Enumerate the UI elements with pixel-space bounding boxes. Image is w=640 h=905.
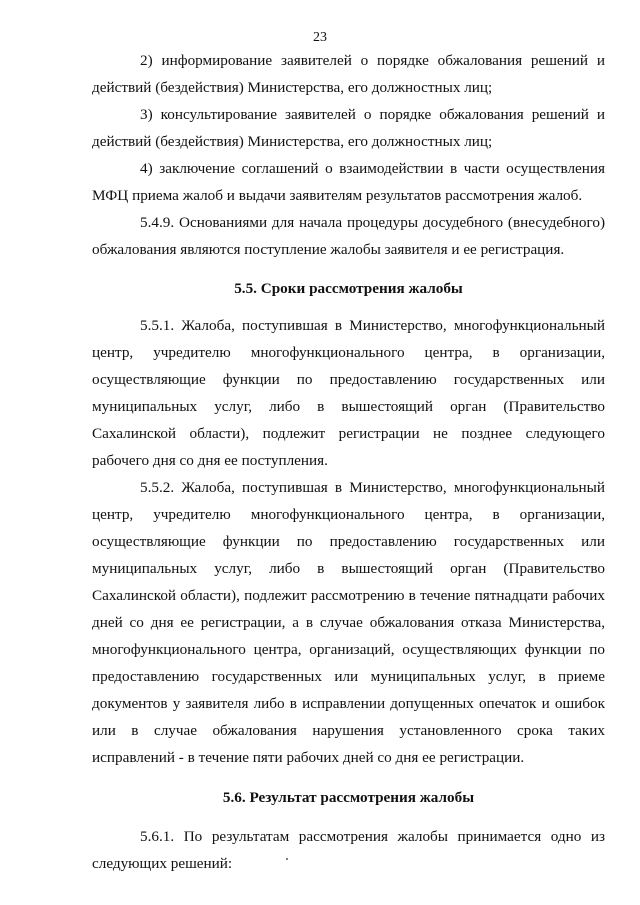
scan-speck bbox=[286, 858, 288, 860]
paragraph-item-3: 3) консультирование заявителей о порядке обжалования решений и действий (бездействия) Министерства, его должностных лиц; bbox=[92, 106, 605, 150]
paragraph-5-6-1: 5.6.1. По результатам рассмотрения жалобы принимается одно из следующих решений: bbox=[92, 828, 605, 872]
section-heading-5-5: 5.5. Сроки рассмотрения жалобы bbox=[234, 280, 463, 297]
paragraph-item-4: 4) заключение соглашений о взаимодействии в части осуществления МФЦ приема жалоб и выдачи заявителям результатов рассмотрения жалоб. bbox=[92, 160, 605, 204]
paragraph-item-2: 2) информирование заявителей о порядке обжалования решений и действий (бездействия) Министерства, его должностных лиц; bbox=[92, 52, 605, 96]
paragraph-5-5-2: 5.5.2. Жалоба, поступившая в Министерство, многофункциональный центр, учредителю многофункционального центра, в организации, осуществляющие функции по предоставлению государственных или муниципальных услуг, либо в вышестоящий орган (Правительство Сахалинской области), подлежит рассмотрению в течение пятнадцати рабочих дней со дня ее регистрации, а в случае обжалования отказа Министерства, многофункционального центра, организаций, осуществляющих функции по предоставлению государственных или муниципальных услуг, в приеме документов у заявителя либо в исправлении допущенных опечаток и ошибок или в случае обжалования нарушения установленного срока таких исправлений - в течение пяти рабочих дней со дня ее регистрации. bbox=[92, 479, 605, 766]
page-number: 23 bbox=[313, 30, 327, 45]
paragraph-5-4-9: 5.4.9. Основаниями для начала процедуры досудебного (внесудебного) обжалования являются поступление жалобы заявителя и ее регистрация. bbox=[92, 214, 605, 258]
document-body bbox=[92, 47, 605, 877]
paragraph-5-5-1: 5.5.1. Жалоба, поступившая в Министерство, многофункциональный центр, учредителю многофункционального центра, в организации, осуществляющие функции по предоставлению государственных или муниципальных услуг, либо в вышестоящий орган (Правительство Сахалинской области), подлежит регистрации не позднее следующего рабочего дня со дня ее поступления. bbox=[92, 317, 605, 469]
section-heading-5-6: 5.6. Результат рассмотрения жалобы bbox=[222, 789, 475, 806]
